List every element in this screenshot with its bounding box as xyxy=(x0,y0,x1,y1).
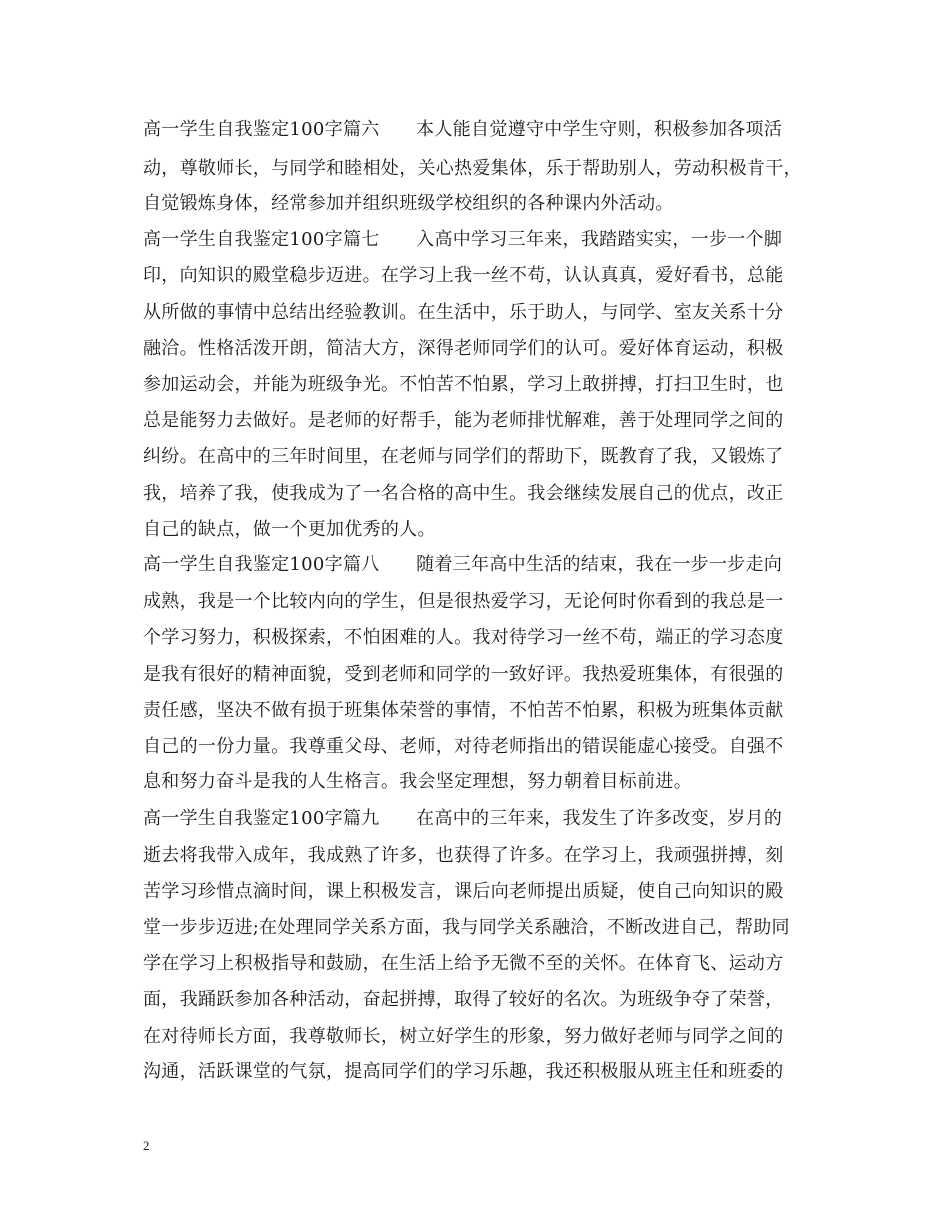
text-line: 融洽。性格活泼开朗，简洁大方，深得老师同学们的认可。爱好体育运动，积极 xyxy=(143,338,784,359)
text-line: 高一学生自我鉴定100字篇六 本人能自觉遵守中学生守则，积极参加各项活 xyxy=(143,119,783,140)
text-line: 动，尊敬师长，与同学和睦相处，关心热爱集体，乐于帮助别人，劳动积极肯干， xyxy=(143,158,802,179)
text-line: 纠纷。在高中的三年时间里，在老师与同学们的帮助下，既教育了我，又锻炼了 xyxy=(143,446,784,467)
text-line: 在对待师长方面，我尊敬师长，树立好学生的形象，努力做好老师与同学之间的 xyxy=(143,1026,784,1047)
page-number: 2 xyxy=(143,1138,150,1153)
text-line: 自觉锻炼身体，经常参加并组织班级学校组织的各种课内外活动。 xyxy=(143,193,674,214)
text-line: 成熟，我是一个比较内向的学生，但是很热爱学习，无论何时你看到的我总是一 xyxy=(143,591,784,612)
text-line: 息和努力奋斗是我的人生格言。我会坚定理想，努力朝着目标前进。 xyxy=(143,771,692,792)
text-line: 是我有很好的精神面貌，受到老师和同学的一致好评。我热爱班集体，有很强的 xyxy=(143,664,784,685)
text-line: 责任感，坚决不做有损于班集体荣誉的事情，不怕苦不怕累，积极为班集体贡献 xyxy=(143,700,784,721)
text-line: 高一学生自我鉴定100字篇九 在高中的三年来，我发生了许多改变，岁月的 xyxy=(143,808,783,829)
text-line: 高一学生自我鉴定100字篇七 入高中学习三年来，我踏踏实实，一步一个脚 xyxy=(143,229,783,250)
text-line: 面，我踊跃参加各种活动，奋起拼搏，取得了较好的名次。为班级争夺了荣誉， xyxy=(143,989,784,1010)
text-line: 沟通，活跃课堂的气氛，提高同学们的学习乐趣，我还积极服从班主任和班委的 xyxy=(143,1061,784,1082)
text-line: 高一学生自我鉴定100字篇八 随着三年高中生活的结束，我在一步一步走向 xyxy=(143,554,783,575)
text-line: 总是能努力去做好。是老师的好帮手，能为老师排忧解难，善于处理同学之间的 xyxy=(143,410,784,431)
text-line: 自己的一份力量。我尊重父母、老师，对待老师指出的错误能虚心接受。自强不 xyxy=(143,736,784,757)
text-line: 个学习努力，积极探索，不怕困难的人。我对待学习一丝不苟，端正的学习态度 xyxy=(143,627,784,648)
text-line: 自己的缺点，做一个更加优秀的人。 xyxy=(143,519,436,540)
text-line: 苦学习珍惜点滴时间，课上积极发言，课后向老师提出质疑，使自己向知识的殿 xyxy=(143,881,784,902)
text-line: 堂一步步迈进;在处理同学关系方面，我与同学关系融洽，不断改进自己，帮助同 xyxy=(143,917,790,938)
text-line: 从所做的事情中总结出经验教训。在生活中，乐于助人，与同学、室友关系十分 xyxy=(143,302,784,323)
text-line: 逝去将我带入成年，我成熟了许多，也获得了许多。在学习上，我顽强拼搏，刻 xyxy=(143,845,784,866)
text-line: 我，培养了我，使我成为了一名合格的高中生。我会继续发展自己的优点，改正 xyxy=(143,483,784,504)
text-line: 参加运动会，并能为班级争光。不怕苦不怕累，学习上敢拼搏，打扫卫生时，也 xyxy=(143,374,784,395)
text-line: 学在学习上积极指导和鼓励，在生活上给予无微不至的关怀。在体育飞、运动方 xyxy=(143,953,784,974)
text-line: 印，向知识的殿堂稳步迈进。在学习上我一丝不苟，认认真真，爱好看书，总能 xyxy=(143,265,784,286)
